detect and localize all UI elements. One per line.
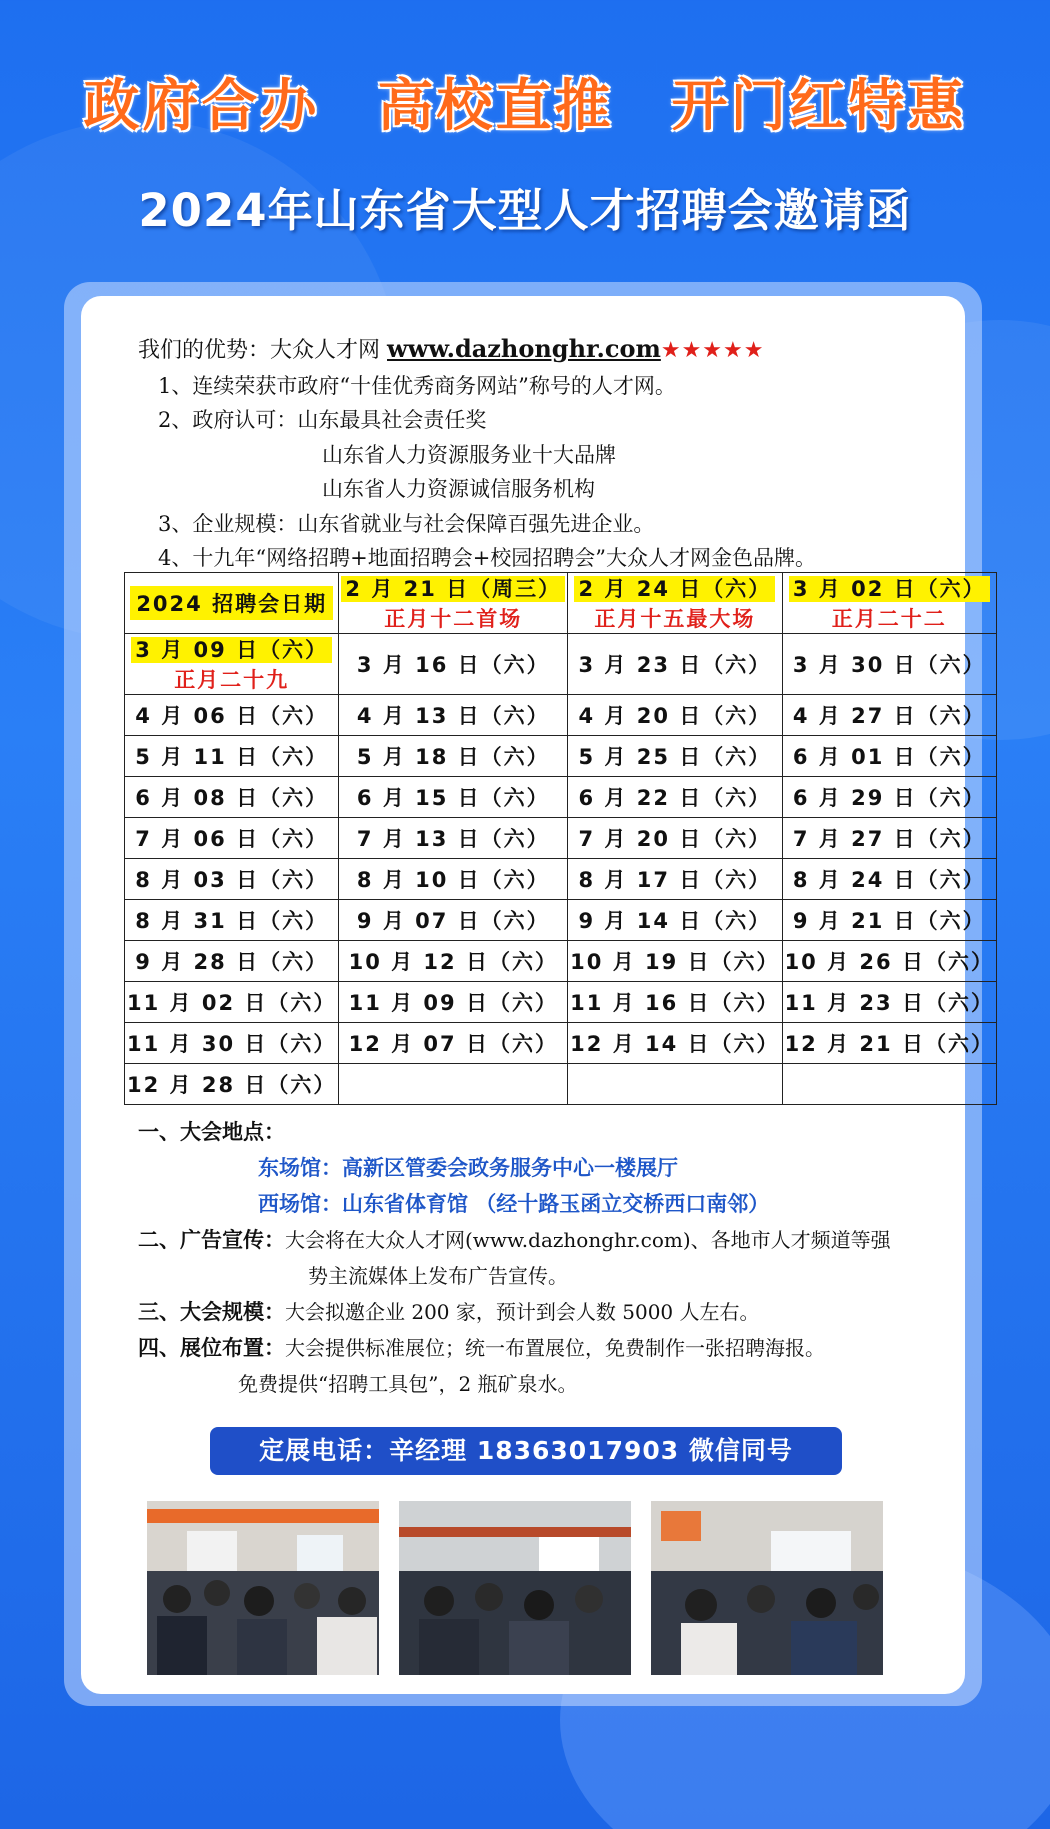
booth-heading: 四、展位布置： xyxy=(138,1335,285,1360)
advantage-item: 2、政府认可：山东最具社会责任奖 xyxy=(158,408,487,432)
job-fair-photo xyxy=(145,1499,381,1677)
schedule-header-cell: 2024 招聘会日期 xyxy=(125,573,339,634)
date-cell: 6 月 15 日（六） xyxy=(339,777,568,818)
contact-phone-banner[interactable]: 定展电话：辛经理 18363017903 微信同号 xyxy=(210,1427,842,1475)
date-cell: 7 月 06 日（六） xyxy=(125,818,339,859)
advantages-section xyxy=(138,332,958,576)
table-row xyxy=(125,818,997,859)
slogan-government: 政府合办 xyxy=(83,74,320,139)
date-cell: 9 月 14 日（六） xyxy=(568,900,782,941)
special-date-cell: 2 月 21 日（周三） 正月十二首场 xyxy=(339,573,568,634)
east-venue: 东场馆：高新区管委会政务服务中心一楼展厅 xyxy=(258,1156,678,1180)
scale-heading: 三、大会规模： xyxy=(138,1299,285,1324)
table-row xyxy=(125,1023,997,1064)
star-rating: ★★★★★ xyxy=(660,338,765,363)
date-cell: 8 月 17 日（六） xyxy=(568,859,782,900)
date-cell: 4 月 13 日（六） xyxy=(339,695,568,736)
date-cell: 8 月 24 日（六） xyxy=(782,859,996,900)
event-info-section xyxy=(138,1114,968,1402)
table-row xyxy=(125,736,997,777)
date-cell: 3 月 16 日（六） xyxy=(339,634,568,695)
west-venue: 西场馆：山东省体育馆 （经十路玉函立交桥西口南邻） xyxy=(258,1192,770,1216)
venue-heading: 一、大会地点： xyxy=(138,1119,285,1144)
ads-text: 大会将在大众人才网(www.dazhonghr.com)、各地市人才频道等强 xyxy=(285,1228,891,1252)
date-cell: 11 月 02 日（六） xyxy=(125,982,339,1023)
table-row xyxy=(125,859,997,900)
date-cell: 6 月 29 日（六） xyxy=(782,777,996,818)
schedule-table xyxy=(124,572,997,1105)
crowd-photo-icon xyxy=(147,1501,381,1677)
date-cell: 5 月 18 日（六） xyxy=(339,736,568,777)
special-date-cell: 2 月 24 日（六） 正月十五最大场 xyxy=(568,573,782,634)
booth-line xyxy=(138,1330,968,1366)
table-row xyxy=(125,900,997,941)
date-cell: 6 月 01 日（六） xyxy=(782,736,996,777)
date-cell: 12 月 07 日（六） xyxy=(339,1023,568,1064)
date-cell: 12 月 14 日（六） xyxy=(568,1023,782,1064)
date-cell: 4 月 27 日（六） xyxy=(782,695,996,736)
crowd-photo-icon xyxy=(651,1501,885,1677)
table-row xyxy=(125,573,997,634)
advantage-item: 山东省人力资源诚信服务机构 xyxy=(322,477,595,501)
date-cell: 3 月 30 日（六） xyxy=(782,634,996,695)
date-cell: 11 月 16 日（六） xyxy=(568,982,782,1023)
date-cell: 9 月 28 日（六） xyxy=(125,941,339,982)
ads-line xyxy=(138,1222,968,1258)
date-cell: 7 月 20 日（六） xyxy=(568,818,782,859)
job-fair-photo xyxy=(649,1499,885,1677)
table-row xyxy=(125,695,997,736)
special-date-cell: 3 月 09 日（六） 正月二十九 xyxy=(125,634,339,695)
date-cell: 6 月 08 日（六） xyxy=(125,777,339,818)
date-cell: 12 月 28 日（六） xyxy=(125,1064,339,1105)
date-cell xyxy=(568,1064,782,1105)
date-cell: 10 月 19 日（六） xyxy=(568,941,782,982)
date-cell: 11 月 09 日（六） xyxy=(339,982,568,1023)
table-row xyxy=(125,634,997,695)
page-title: 2024年山东省大型人才招聘会邀请函 xyxy=(138,184,912,237)
date-cell: 9 月 07 日（六） xyxy=(339,900,568,941)
table-row xyxy=(125,777,997,818)
date-cell: 4 月 20 日（六） xyxy=(568,695,782,736)
date-cell: 12 月 21 日（六） xyxy=(782,1023,996,1064)
table-row xyxy=(125,1064,997,1105)
date-cell: 6 月 22 日（六） xyxy=(568,777,782,818)
advantage-item: 3、企业规模：山东省就业与社会保障百强先进企业。 xyxy=(158,511,655,536)
date-cell xyxy=(782,1064,996,1105)
date-cell: 8 月 10 日（六） xyxy=(339,859,568,900)
date-cell: 5 月 25 日（六） xyxy=(568,736,782,777)
job-fair-photo xyxy=(397,1499,633,1677)
ads-text-cont: 势主流媒体上发布广告宣传。 xyxy=(308,1264,568,1288)
slogan-bar xyxy=(0,62,1050,142)
booth-text: 大会提供标准展位；统一布置展位，免费制作一张招聘海报。 xyxy=(285,1336,825,1360)
website-link[interactable]: www.dazhonghr.com xyxy=(387,334,661,363)
scale-text: 大会拟邀企业 200 家，预计到会人数 5000 人左右。 xyxy=(285,1300,760,1324)
date-cell: 8 月 03 日（六） xyxy=(125,859,339,900)
scale-line xyxy=(138,1294,968,1330)
advantage-item: 4、十九年“网络招聘+地面招聘会+校园招聘会”大众人才网金色品牌。 xyxy=(158,546,817,570)
date-cell: 3 月 23 日（六） xyxy=(568,634,782,695)
table-row xyxy=(125,982,997,1023)
date-cell: 7 月 27 日（六） xyxy=(782,818,996,859)
advantage-item: 1、连续荣获市政府“十佳优秀商务网站”称号的人才网。 xyxy=(158,373,676,398)
date-cell xyxy=(339,1064,568,1105)
date-cell: 4 月 06 日（六） xyxy=(125,695,339,736)
table-row xyxy=(125,941,997,982)
date-cell: 10 月 26 日（六） xyxy=(782,941,996,982)
ads-heading: 二、广告宣传： xyxy=(138,1227,285,1252)
date-cell: 9 月 21 日（六） xyxy=(782,900,996,941)
date-cell: 11 月 30 日（六） xyxy=(125,1023,339,1064)
advantages-lead: 我们的优势：大众人才网 www.dazhonghr.com★★★★★ xyxy=(138,334,765,363)
date-cell: 10 月 12 日（六） xyxy=(339,941,568,982)
crowd-photo-icon xyxy=(399,1501,633,1677)
special-date-cell: 3 月 02 日（六） 正月二十二 xyxy=(782,573,996,634)
date-cell: 5 月 11 日（六） xyxy=(125,736,339,777)
date-cell: 11 月 23 日（六） xyxy=(782,982,996,1023)
date-cell: 7 月 13 日（六） xyxy=(339,818,568,859)
advantage-item: 山东省人力资源服务业十大品牌 xyxy=(322,442,616,467)
booth-text-cont: 免费提供“招聘工具包”，2 瓶矿泉水。 xyxy=(238,1372,578,1396)
slogan-discount: 开门红特惠 xyxy=(671,74,967,139)
date-cell: 8 月 31 日（六） xyxy=(125,900,339,941)
slogan-university: 高校直推 xyxy=(377,74,614,139)
